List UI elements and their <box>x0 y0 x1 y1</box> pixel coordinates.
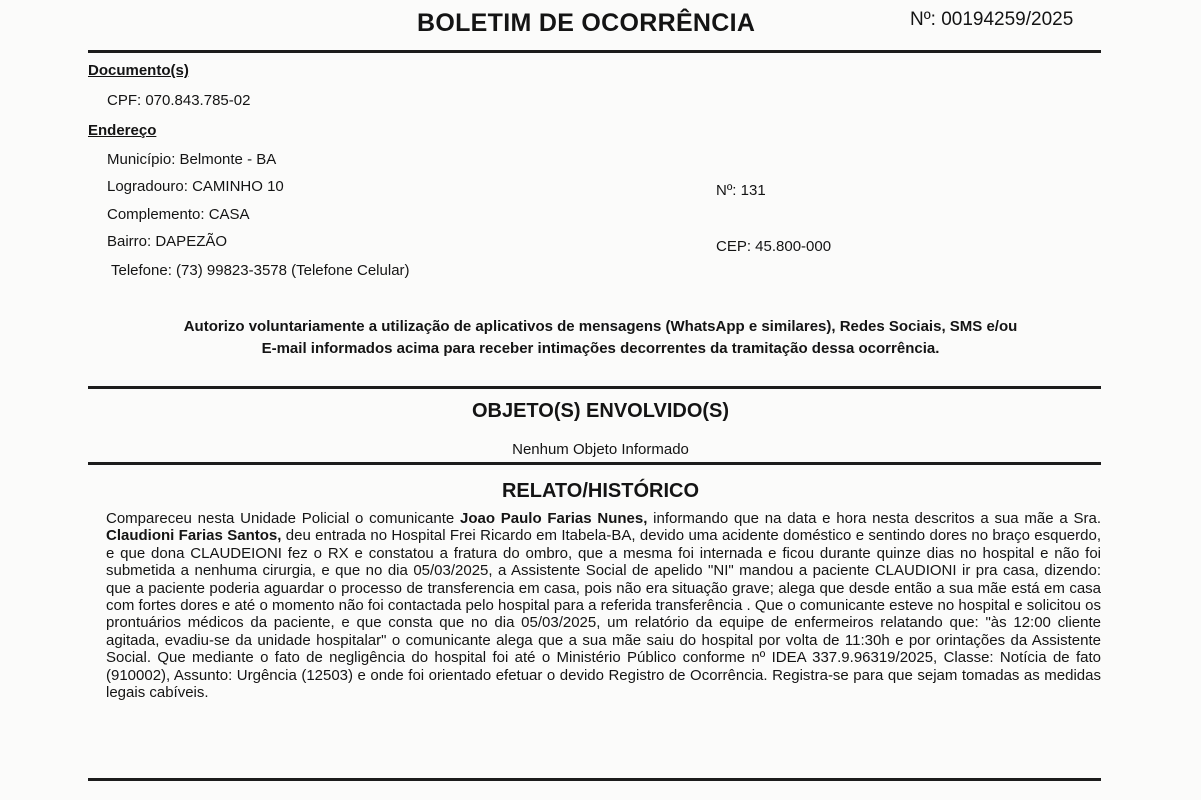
complemento-field: Complemento: CASA <box>107 206 250 223</box>
consent-line-1: Autorizo voluntariamente a utilização de aplicativos de mensagens (WhatsApp e similares), Redes Sociais, SMS e/ou <box>183 318 1018 335</box>
documents-heading: Documento(s) <box>88 62 189 79</box>
objects-heading: OBJETO(S) ENVOLVIDO(S) <box>471 400 730 422</box>
report-text-2: informando que na data e hora nesta descritos a sua mãe a Sra. <box>647 510 1101 527</box>
victim-name: Claudioni Farias Santos, <box>106 527 282 545</box>
logradouro-field: Logradouro: CAMINHO 10 <box>107 178 284 195</box>
municipio-field: Município: Belmonte - BA <box>107 151 277 168</box>
report-text-3: deu entrada no Hospital Frei Ricardo em Itabela-BA, devido uma acidente doméstico e sentindo dores no braço esquerdo, e que dona CLAUDEIONI fez o RX e constatou a fratura do ombro, que a mesma foi internada e ficou durante quinze dias no hospital e não foi submetida a nenhuma cirurgia, e que no dia 05/03/2025, a Assistente Social de apelido "NI" mandou a paciente CLAUDIONI ir pra casa, dizendo: que a paciente poderia aguardar o processo de transferencia em casa, pois não era situação grave; alega que desde então a sua mãe está em casa com fortes dores e até o momento não foi contactada pelo hospital para a referida transferência . Que o comunicante esteve no hospital e solicitou os prontuários médicos da paciente, e que consta que no dia 05/03/2025, um relatório da equipe de enfermeiros relatando que: "às 12:00 cliente agitada, evadiu-se da unidade hospitalar" o comunicante alega que a sua mãe saiu do hospital por volta de 11:30h e por orintações da Assistente Social. Que mediante o fato de negligência do hospital foi até o Ministério Público conforme nº IDEA 337.9.96319/2025, Classe: Notícia de fato (910002), Assunto: Urgência (12503) e onde foi orientado efetuar o devido Registro de Ocorrência. Registra-se para que sejam tomadas as medidas legais cabíveis. <box>106 527 1101 702</box>
header-divider <box>88 50 1101 53</box>
consent-statement <box>0 316 1201 360</box>
address-heading: Endereço <box>88 122 157 139</box>
objects-bottom-divider <box>88 462 1101 465</box>
report-bottom-divider <box>88 778 1101 781</box>
report-body <box>106 510 1101 701</box>
occurrence-number: Nº: 00194259/2025 <box>910 9 1074 30</box>
consent-line-2: E-mail informados acima para receber intimações decorrentes da tramitação dessa ocorrência. <box>261 340 940 357</box>
report-text-1: Compareceu nesta Unidade Policial o comunicante <box>106 510 460 527</box>
objects-text: Nenhum Objeto Informado <box>512 441 689 458</box>
cpf-field: CPF: 070.843.785-02 <box>107 92 251 109</box>
numero-field: Nº: 131 <box>716 182 766 199</box>
bairro-field: Bairro: DAPEZÃO <box>107 233 228 250</box>
cep-field: CEP: 45.800-000 <box>716 238 832 255</box>
telefone-field: Telefone: (73) 99823-3578 (Telefone Celular) <box>111 262 410 279</box>
complainant-name: Joao Paulo Farias Nunes, <box>460 510 648 527</box>
report-heading: RELATO/HISTÓRICO <box>501 480 700 502</box>
objects-top-divider <box>88 386 1101 389</box>
document-title: BOLETIM DE OCORRÊNCIA <box>417 9 756 37</box>
